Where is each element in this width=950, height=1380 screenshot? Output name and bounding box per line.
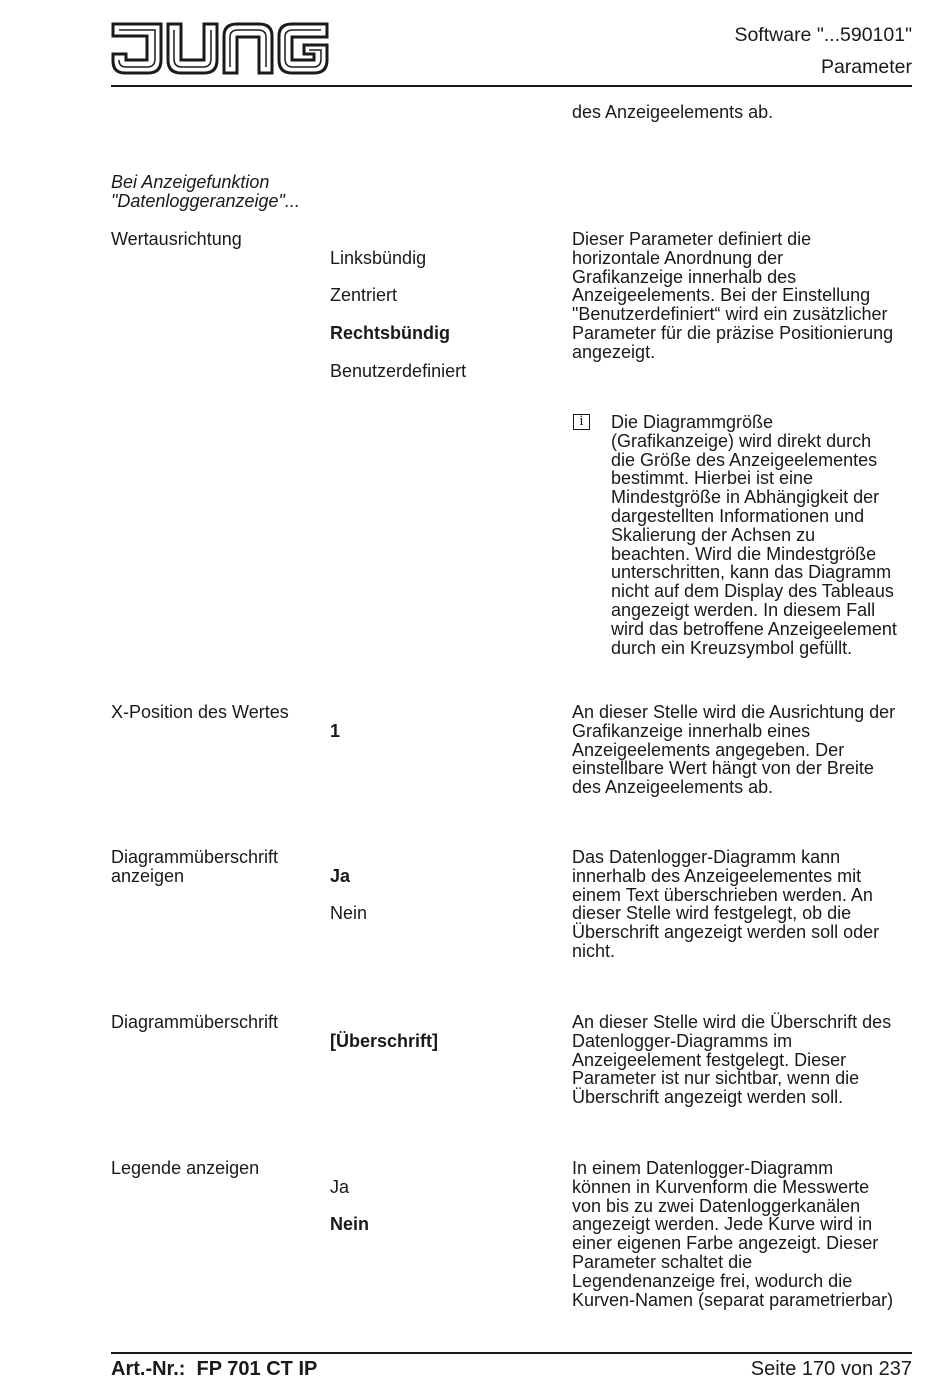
- header-section: Parameter: [820, 56, 912, 78]
- option-ja-default: Ja: [330, 865, 351, 886]
- footer-page-number: Seite 170 von 237: [750, 1358, 912, 1380]
- option-rechtsbuendig-default: Rechtsbündig: [330, 322, 450, 343]
- param-name-x-position: X-Position des Wertes: [111, 702, 289, 722]
- footer-article-number: Art.-Nr.: FP 701 CT IP: [111, 1358, 318, 1380]
- footer-rule: [111, 1352, 912, 1354]
- param-desc-x-position: An dieser Stelle wird die Ausrichtung der Grafikanzeige innerhalb eines Anzeigeelements angegeben. Der einstellbare Wert hängt von der Breite des Anzeigeelements ab.: [572, 702, 896, 798]
- condition-heading: Bei Anzeigefunktion "Datenloggeranzeige"...: [111, 172, 300, 211]
- param-options-diagrammueberschrift: [330, 1013, 565, 1069]
- param-options-legende-anzeigen: [330, 1159, 565, 1253]
- param-desc-wertausrichtung: Dieser Parameter definiert die horizontale Anordnung der Grafikanzeige innerhalb des Anzeigeelements. Bei der Einstellung "Benutzerdefiniert“ wird ein zusätzlicher Parameter für die präzise Positionierung angezeigt.: [572, 229, 894, 362]
- param-desc-diagrammueberschrift: An dieser Stelle wird die Überschrift des Datenlogger-Diagramms im Anzeigeelement festgelegt. Dieser Parameter ist nur sichtbar, wenn die Überschrift angezeigt werden soll.: [572, 1012, 892, 1108]
- option-ueberschrift-default: [Überschrift]: [330, 1030, 439, 1051]
- param-options-diagrammueberschrift-anzeigen: [330, 848, 565, 942]
- option-zentriert: Zentriert: [330, 285, 398, 306]
- param-desc-diagrammueberschrift-anzeigen: Das Datenlogger-Diagramm kann innerhalb des Anzeigeelementes mit einem Text überschrieben werden. An dieser Stelle wird festgelegt, ob die Überschrift angezeigt werden soll oder nicht.: [572, 847, 880, 961]
- option-nein-default: Nein: [330, 1214, 370, 1235]
- option-benutzerdefiniert: Benutzerdefiniert: [330, 360, 467, 381]
- param-options-wertausrichtung: [330, 230, 565, 399]
- param-name-legende-anzeigen: Legende anzeigen: [111, 1158, 260, 1178]
- param-desc-legende-anzeigen: In einem Datenlogger-Diagramm können in Kurvenform die Messwerte von bis zu zwei Datenloggerkanälen angezeigt werden. Jede Kurve wird in einer eigenen Farbe angezeigt. Dieser Parameter schaltet die Legendenanzeige frei, wodurch die Kurven-Namen (separat parametrierbar): [572, 1158, 894, 1310]
- param-options-x-position: [330, 703, 565, 759]
- option-linksbuendig: Linksbündig: [330, 247, 427, 268]
- option-nein: Nein: [330, 903, 368, 924]
- info-note-text: Die Diagrammgröße (Grafikanzeige) wird direkt durch die Größe des Anzeigeelementes bestimmt. Hierbei ist eine Mindestgröße in Abhängigkeit der dargestellten Informationen und Skalierung der Achsen zu beachten. Wird die Mindestgröße unterschritten, kann das Diagramm nicht auf dem Display des Tableaus angezeigt werden. In diesem Fall wird das betroffene Anzeigeelement durch ein Kreuzsymbol gefüllt.: [611, 412, 897, 658]
- option-ja: Ja: [330, 1176, 350, 1197]
- param-name-diagrammueberschrift: Diagrammüberschrift: [111, 1012, 279, 1032]
- option-x-position-value: 1: [330, 720, 341, 741]
- header-rule: [111, 85, 912, 87]
- jung-logo: [111, 22, 329, 75]
- param-name-diagrammueberschrift-anzeigen: Diagrammüberschrift anzeigen: [111, 847, 279, 886]
- param-name-wertausrichtung: Wertausrichtung: [111, 229, 242, 249]
- info-icon: i: [573, 414, 590, 430]
- header-software: Software "...590101": [734, 24, 912, 46]
- intro-tail-text: des Anzeigeelements ab.: [572, 102, 774, 122]
